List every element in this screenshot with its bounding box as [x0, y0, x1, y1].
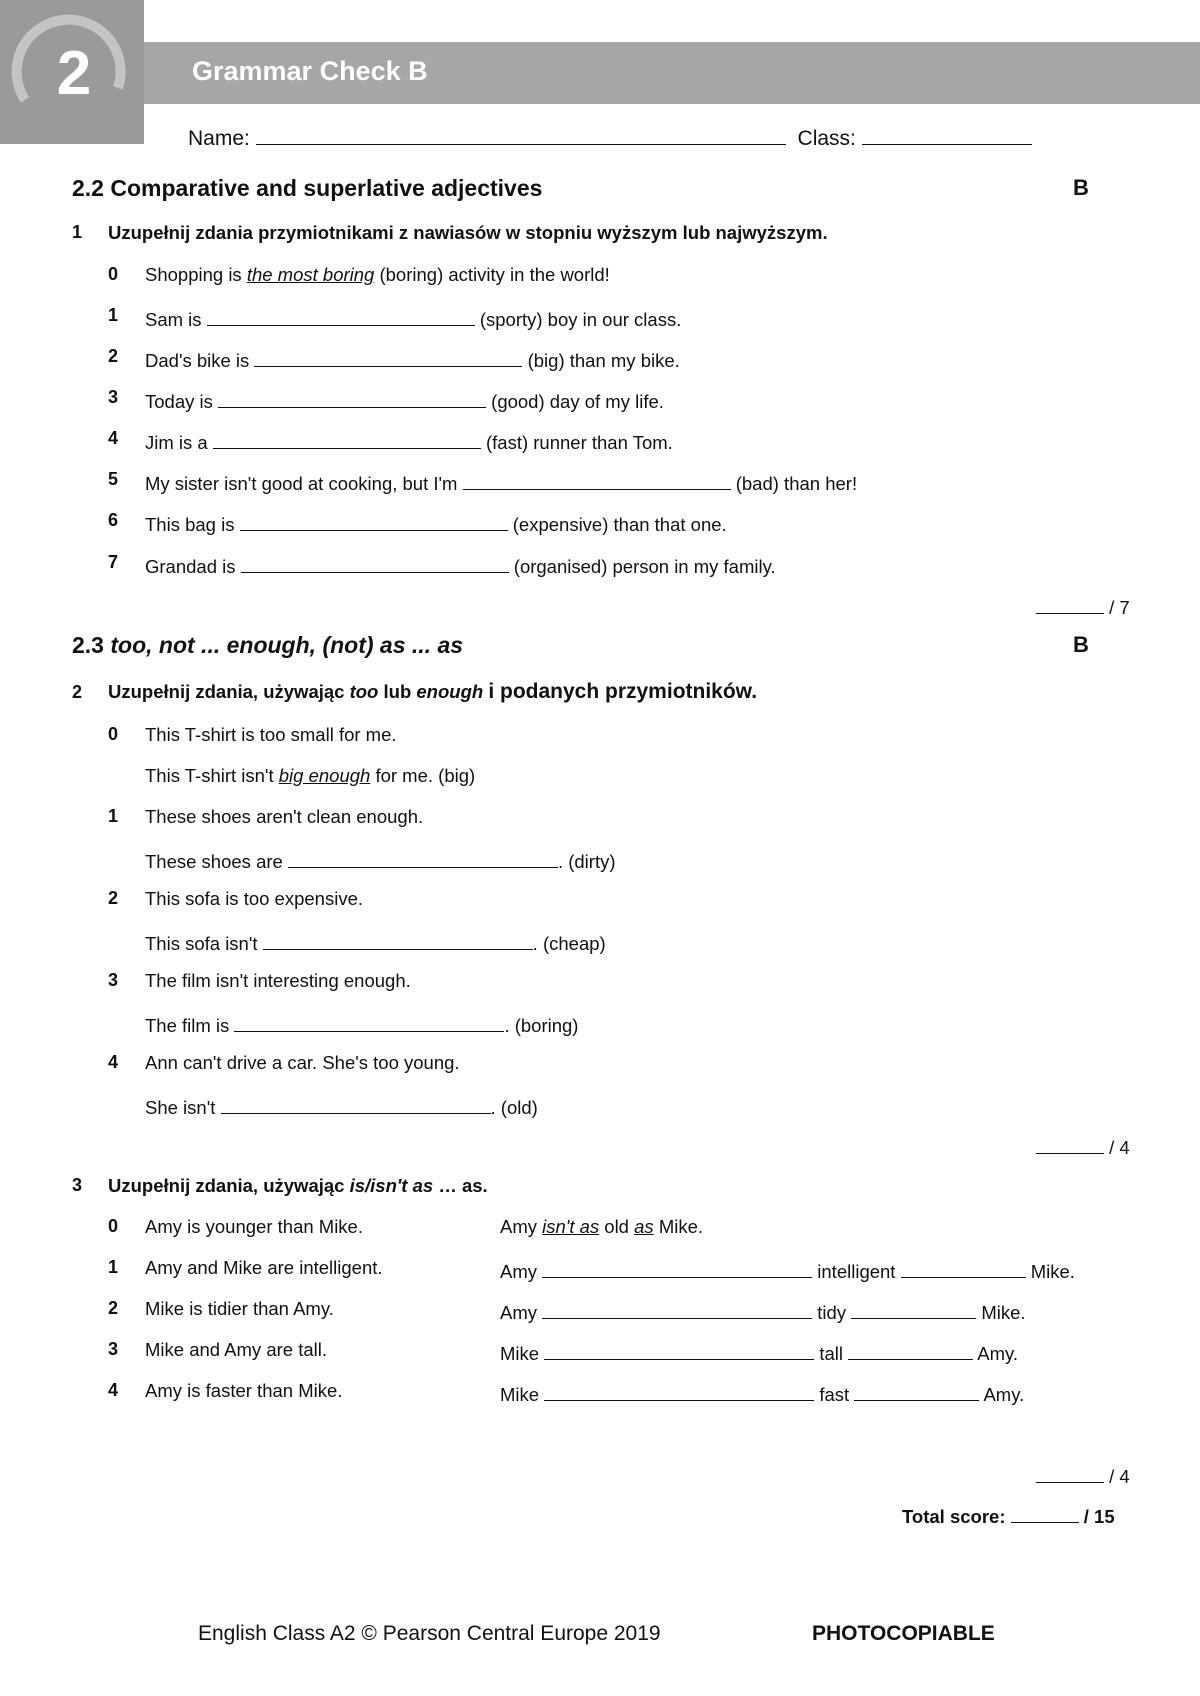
example-answer: as: [634, 1216, 654, 1237]
example-answer: the most boring: [246, 264, 375, 285]
section-variant: B: [1073, 175, 1089, 200]
section-variant: B: [1073, 632, 1089, 657]
answer-blank[interactable]: [542, 1257, 812, 1278]
item-number: 0: [108, 724, 119, 744]
total-score-label: Total score:: [902, 1506, 1006, 1527]
example-sentence: Amy isn't as old as Mike.: [500, 1216, 704, 1237]
total-score: Total score: / 15: [902, 1502, 1115, 1528]
item-number: 1: [108, 806, 119, 826]
exercise-instruction: Uzupełnij zdania przymiotnikami z nawiasów w stopniu wyższym lub najwyższym.: [108, 222, 828, 243]
item-number: 3: [108, 1339, 119, 1359]
exercise-item: Jim is a (fast) runner than Tom.: [145, 428, 673, 454]
exercise-item: Sam is (sporty) boy in our class.: [145, 305, 681, 331]
score-blank[interactable]: [1036, 1133, 1104, 1154]
unit-ring-graphic: [0, 0, 144, 144]
footer-copyright: English Class A2 © Pearson Central Europe 2019: [198, 1622, 661, 1645]
exercise-item: Today is (good) day of my life.: [145, 387, 664, 413]
score-blank[interactable]: [1036, 1462, 1104, 1483]
exercise-item: Amy intelligent Mike.: [500, 1257, 1075, 1283]
answer-blank[interactable]: [218, 387, 486, 408]
unit-badge: [0, 0, 144, 144]
exercise-item: Grandad is (organised) person in my family.: [145, 552, 776, 578]
answer-blank[interactable]: [263, 929, 533, 950]
name-field[interactable]: [256, 124, 786, 145]
answer-blank[interactable]: [207, 305, 475, 326]
item-prompt: Amy and Mike are intelligent.: [145, 1257, 383, 1278]
exercise-instruction: Uzupełnij zdania, używając is/isn't as … as.: [108, 1175, 488, 1196]
item-number: 4: [108, 428, 119, 448]
name-class-row: [188, 124, 1032, 151]
item-number: 7: [108, 552, 119, 572]
item-number: 2: [108, 346, 119, 366]
exercise-number: 1: [72, 222, 83, 242]
class-label: Class:: [797, 127, 856, 150]
exercise-item: This bag is (expensive) than that one.: [145, 510, 727, 536]
exercise-number: 3: [72, 1175, 83, 1195]
name-label: Name:: [188, 127, 250, 150]
exercise-item: Dad's bike is (big) than my bike.: [145, 346, 680, 372]
exercise-instruction: Uzupełnij zdania, używając too lub enough i podanych przymiotników.: [108, 680, 758, 703]
item-number: 1: [108, 1257, 119, 1277]
page-title: Grammar Check B: [192, 56, 428, 86]
exercise-number: 2: [72, 682, 83, 702]
section-title: 2.2 Comparative and superlative adjectives: [72, 175, 543, 201]
exercise-item: The film is . (boring): [145, 1011, 578, 1037]
exercise-item: Amy tidy Mike.: [500, 1298, 1026, 1324]
item-prompt: Mike and Amy are tall.: [145, 1339, 327, 1360]
answer-blank[interactable]: [463, 469, 731, 490]
item-number: 4: [108, 1052, 119, 1072]
item-number: 4: [108, 1380, 119, 1400]
answer-blank[interactable]: [234, 1011, 504, 1032]
item-number: 0: [108, 264, 119, 284]
item-number: 6: [108, 510, 119, 530]
item-prompt: Amy is faster than Mike.: [145, 1380, 343, 1401]
answer-blank[interactable]: [254, 346, 522, 367]
answer-blank[interactable]: [241, 552, 509, 573]
answer-blank[interactable]: [542, 1298, 812, 1319]
item-prompt: These shoes aren't clean enough.: [145, 806, 424, 827]
item-number: 1: [108, 305, 119, 325]
exercise-item: Mike fast Amy.: [500, 1380, 1024, 1406]
item-prompt: Mike is tidier than Amy.: [145, 1298, 334, 1319]
section-score: / 7: [1036, 593, 1130, 619]
section-title: 2.3 too, not ... enough, (not) as ... as: [72, 632, 464, 658]
example-prompt: This T-shirt is too small for me.: [145, 724, 397, 745]
example-answer: big enough: [278, 765, 371, 786]
answer-blank[interactable]: [544, 1380, 814, 1401]
footer-photocopiable: PHOTOCOPIABLE: [812, 1622, 995, 1645]
example-sentence: This T-shirt isn't big enough for me. (big): [145, 765, 476, 786]
class-field[interactable]: [862, 124, 1032, 145]
item-number: 5: [108, 469, 119, 489]
item-number: 3: [108, 387, 119, 407]
example-answer: isn't as: [542, 1216, 600, 1237]
answer-blank[interactable]: [544, 1339, 814, 1360]
item-number: 2: [108, 1298, 119, 1318]
answer-blank[interactable]: [901, 1257, 1026, 1278]
exercise-item: My sister isn't good at cooking, but I'm (bad) than her!: [145, 469, 857, 495]
section-score: / 4: [1036, 1462, 1130, 1488]
example-sentence: Shopping is the most boring (boring) activity in the world!: [145, 264, 610, 285]
score-blank[interactable]: [1036, 593, 1104, 614]
answer-blank[interactable]: [288, 847, 558, 868]
answer-blank[interactable]: [854, 1380, 979, 1401]
exercise-item: These shoes are . (dirty): [145, 847, 616, 873]
item-number: 0: [108, 1216, 119, 1236]
answer-blank[interactable]: [213, 428, 481, 449]
item-prompt: Ann can't drive a car. She's too young.: [145, 1052, 460, 1073]
answer-blank[interactable]: [848, 1339, 973, 1360]
answer-blank[interactable]: [240, 510, 508, 531]
total-score-blank[interactable]: [1011, 1502, 1079, 1523]
unit-number: 2: [56, 39, 92, 108]
answer-blank[interactable]: [221, 1093, 491, 1114]
item-number: 3: [108, 970, 119, 990]
exercise-item: Mike tall Amy.: [500, 1339, 1018, 1365]
example-prompt: Amy is younger than Mike.: [145, 1216, 363, 1237]
item-prompt: The film isn't interesting enough.: [145, 970, 411, 991]
item-prompt: This sofa is too expensive.: [145, 888, 363, 909]
answer-blank[interactable]: [851, 1298, 976, 1319]
exercise-item: This sofa isn't . (cheap): [145, 929, 606, 955]
section-score: / 4: [1036, 1133, 1130, 1159]
exercise-item: She isn't . (old): [145, 1093, 538, 1119]
item-number: 2: [108, 888, 119, 908]
